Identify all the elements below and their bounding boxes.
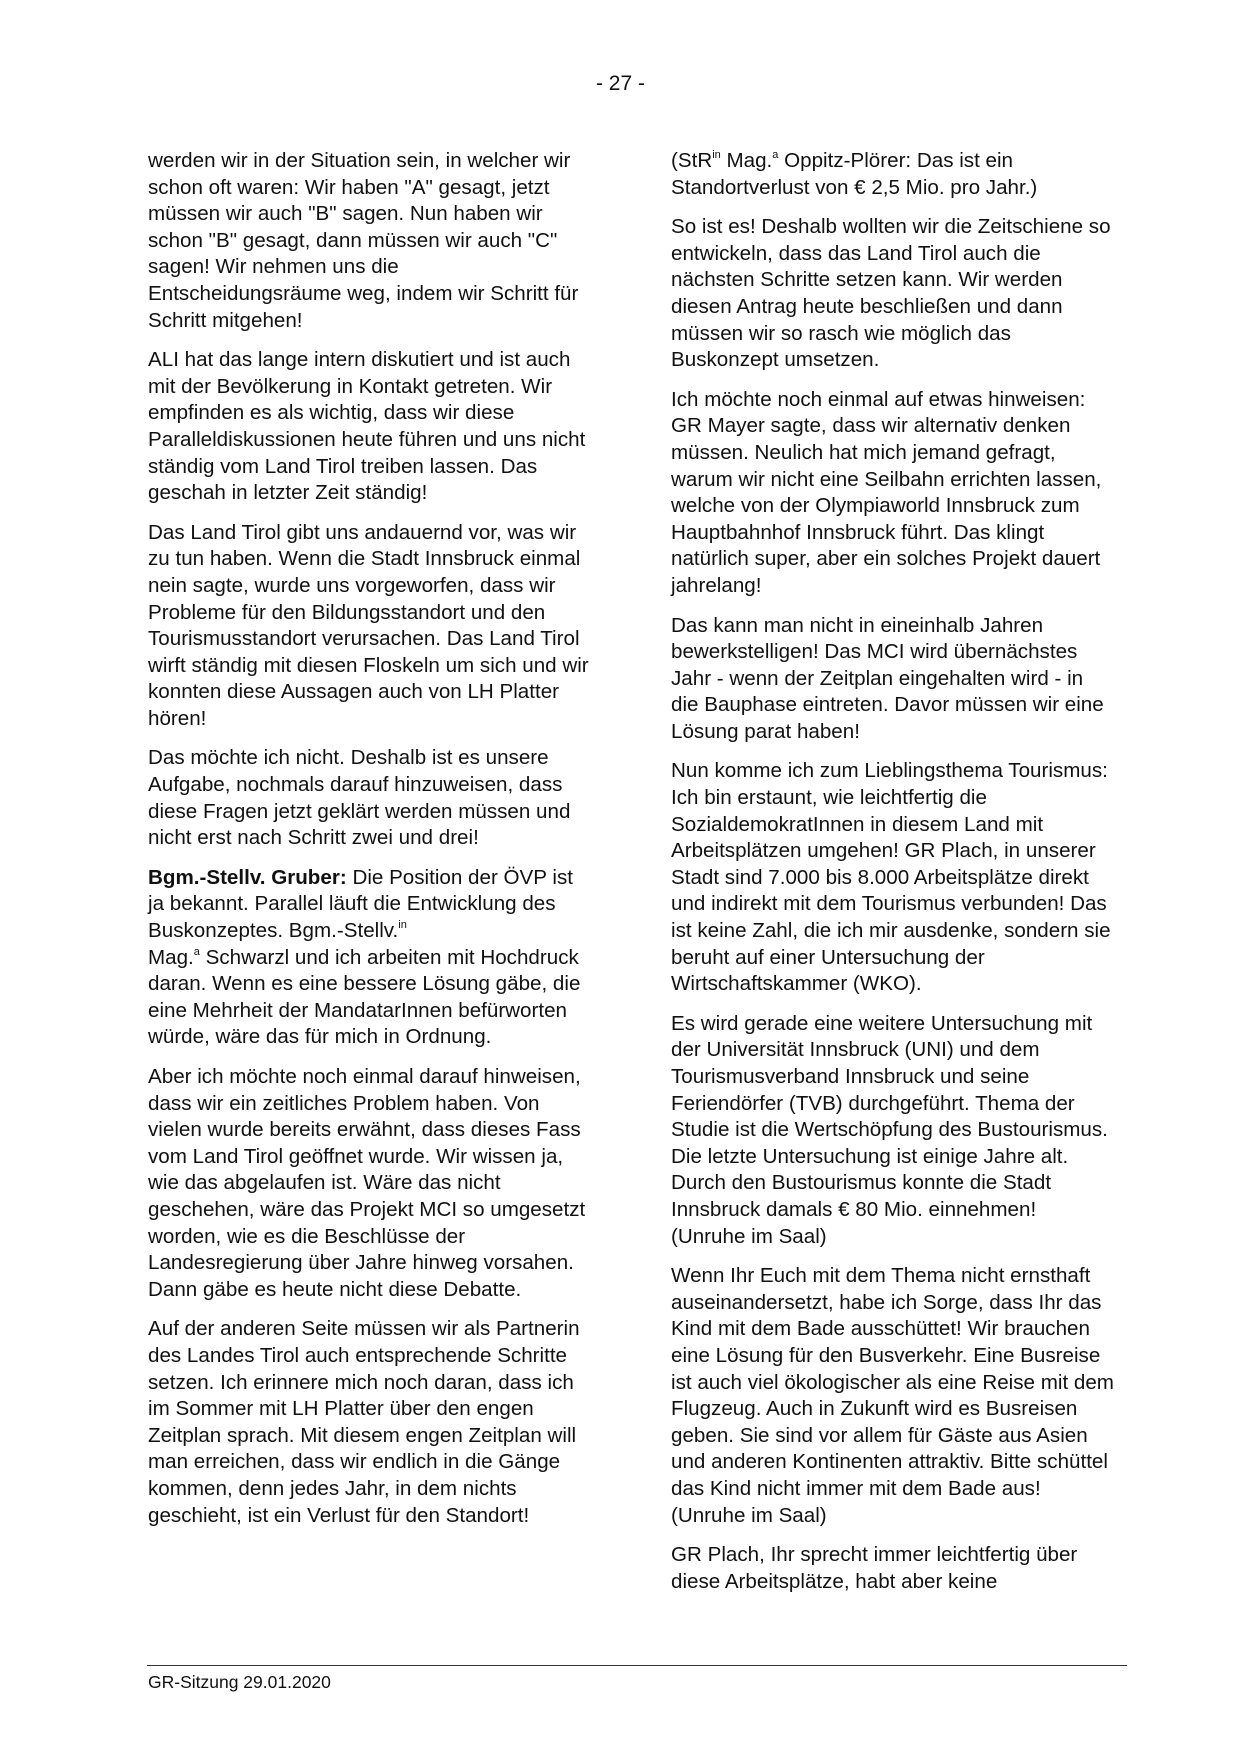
paragraph: Das Land Tirol gibt uns andauernd vor, was wir zu tun haben. Wenn die Stadt Innsbruck einmal nein sagte, wurde uns vorgeworfen, dass wir Probleme für den Bildungsstandort und den Tourismusstandort verursachen. Das Land Tirol wirft ständig mit diesen Floskeln um sich und wir konnten diese Aussagen auch von LH Platter hören! <box>148 520 589 730</box>
paragraph: Das möchte ich nicht. Deshalb ist es unsere Aufgabe, nochmals darauf hinzuweisen, dass diese Fragen jetzt geklärt werden müssen und nicht erst nach Schritt zwei und drei! <box>148 746 571 850</box>
paragraph: Das kann man nicht in eineinhalb Jahren bewerkstelligen! Das MCI wird übernächstes Jahr - wenn der Zeitplan eingehalten wird - in die Bauphase eintreten. Davor müssen wir eine Lösung parat haben! <box>671 613 1104 743</box>
footer-session-date: GR-Sitzung 29.01.2020 <box>148 1672 331 1692</box>
paragraph: So ist es! Deshalb wollten wir die Zeitschiene so entwickeln, dass das Land Tirol auch die nächsten Schritte setzen kann. Wir werden diesen Antrag heute beschließen und dann müssen wir so rasch wie möglich das Buskonzept umsetzen. <box>671 215 1111 372</box>
paragraph: Ich möchte noch einmal auf etwas hinweisen: GR Mayer sagte, dass wir alternativ denken müssen. Neulich hat mich jemand gefragt, warum wir nicht eine Seilbahn errichten lassen, welche von der Olympiaworld Innsbruck zum Hauptbahnhof Innsbruck führt. Das klingt natürlich super, aber ein solches Projekt dauert jahrelang! <box>671 387 1102 597</box>
superscript: a <box>772 149 779 161</box>
paragraph: GR Plach, Ihr sprecht immer leichtfertig über diese Arbeitsplätze, habt aber keine <box>671 1543 1078 1593</box>
page-number: - 27 - <box>595 72 645 95</box>
superscript: a <box>193 945 200 958</box>
speaker-name: Bgm.-Stellv. Gruber: <box>148 865 347 889</box>
paragraph: Es wird gerade eine weitere Untersuchung mit der Universität Innsbruck (UNI) und dem Tourismusverband Innsbruck und seine Feriendörfer (TVB) durchgeführt. Thema der Studie ist die Wertschöpfung des Bustourismus. Die letzte Untersuchung ist einige Jahre alt. Durch den Bustourismus konnte die Stadt Innsbruck damals € 80 Mio. einnehmen! (Unruhe im Saal) <box>671 1011 1108 1248</box>
paragraph <box>671 148 1116 201</box>
paragraph: Aber ich möchte noch einmal darauf hinweisen, dass wir ein zeitliches Problem haben. Von vielen wurde bereits erwähnt, dass dieses Fass vom Land Tirol geöffnet wurde. Wir wissen ja, wie das abgelaufen ist. Wäre das nicht geschehen, wäre das Projekt MCI so umgesetzt worden, wie es die Beschlüsse der Landesregierung über Jahre hinweg vorsahen. Dann gäbe es heute nicht diese Debatte. <box>148 1065 586 1301</box>
footer-divider <box>147 1665 1127 1666</box>
paragraph-text: Mag. <box>720 149 773 172</box>
paragraph-text: Oppitz-Plörer: Das ist ein Standortverlust von € 2,5 Mio. pro Jahr.) <box>671 149 1038 199</box>
paragraph: Auf der anderen Seite müssen wir als Partnerin des Landes Tirol auch entsprechende Schritte setzen. Ich erinnere mich noch daran, dass ich im Sommer mit LH Platter über den engen Zeitplan sprach. Mit diesem engen Zeitplan will man erreichen, dass wir endlich in die Gänge kommen, denn jedes Jahr, in dem nichts geschieht, ist ein Verlust für den Standort! <box>148 1317 580 1527</box>
paragraph <box>148 865 593 1051</box>
right-column <box>671 148 1116 1608</box>
paragraph-text: Die Position der ÖVP ist ja bekannt. Parallel läuft die Entwicklung des Buskonzeptes. Bgm.-Stellv. <box>148 865 573 943</box>
paragraph-text: Schwarzl und ich arbeiten mit Hochdruck daran. Wenn es eine bessere Lösung gäbe, die eine Mehrheit der MandatarInnen befürworten würde, wäre das für mich in Ordnung. <box>148 945 581 1049</box>
paragraph-text: (StR <box>671 149 713 172</box>
paragraph: werden wir in der Situation sein, in welcher wir schon oft waren: Wir haben "A" gesagt, jetzt müssen wir auch "B" sagen. Nun haben wir schon "B" gesagt, dann müssen wir auch "C" sagen! Wir nehmen uns die Entscheidungsräume weg, indem wir Schritt für Schritt mitgehen! <box>148 149 579 332</box>
superscript: in <box>398 919 407 932</box>
paragraph: ALI hat das lange intern diskutiert und ist auch mit der Bevölkerung in Kontakt getreten. Wir empfinden es als wichtig, dass wir diese Paralleldiskussionen heute führen und uns nicht ständig vom Land Tirol treiben lassen. Das geschah in letzter Zeit ständig! <box>148 348 586 505</box>
paragraph: Wenn Ihr Euch mit dem Thema nicht ernsthaft auseinandersetzt, habe ich Sorge, dass Ihr das Kind mit dem Bade ausschüttet! Wir brauchen eine Lösung für den Busverkehr. Eine Busreise ist auch viel ökologischer als eine Reise mit dem Flugzeug. Auch in Zukunft wird es Busreisen geben. Sie sind vor allem für Gäste aus Asien und anderen Kontinenten attraktiv. Bitte schüttel das Kind nicht immer mit dem Bade aus! (Unruhe im Saal) <box>671 1264 1114 1527</box>
paragraph-text: Mag. <box>148 945 194 969</box>
left-column <box>148 148 593 1542</box>
paragraph: Nun komme ich zum Lieblingsthema Tourismus: Ich bin erstaunt, wie leichtfertig die SozialdemokratInnen in diesem Land mit Arbeitsplätzen umgehen! GR Plach, in unserer Stadt sind 7.000 bis 8.000 Arbeitsplätze direkt und indirekt mit dem Tourismus verbunden! Das ist keine Zahl, die ich mir ausdenke, sondern sie beruht auf einer Untersuchung der Wirtschaftskammer (WKO). <box>671 759 1111 996</box>
superscript: in <box>712 149 721 161</box>
